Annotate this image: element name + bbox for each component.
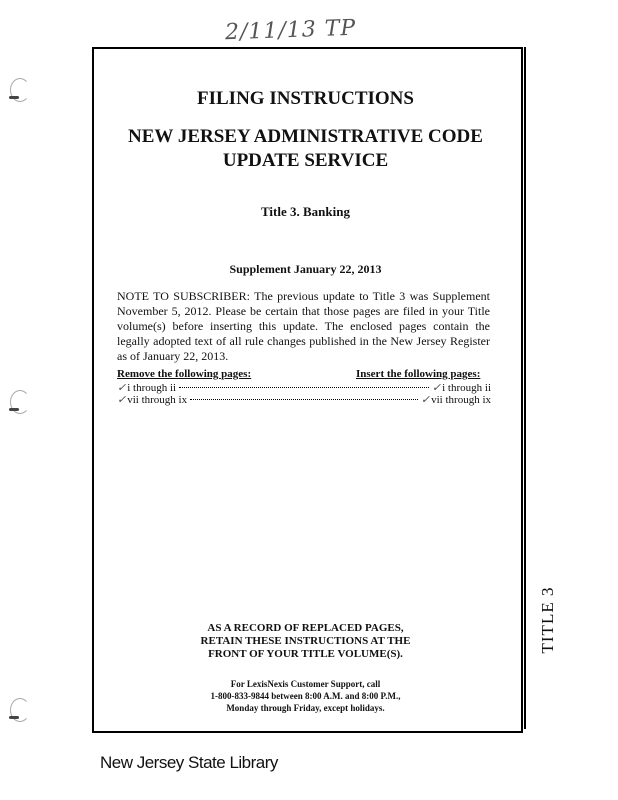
dot-leader xyxy=(190,399,418,400)
record-line: RETAIN THESE INSTRUCTIONS AT THE xyxy=(200,635,411,647)
remove-pages: vii through ix xyxy=(127,394,188,406)
remove-pages: i through ii xyxy=(127,382,177,394)
title-tab-label: TITLE 3 xyxy=(538,586,557,654)
insert-header: Insert the following pages: xyxy=(356,368,481,380)
check-icon: ✓ xyxy=(117,382,127,394)
record-line: AS A RECORD OF REPLACED PAGES, xyxy=(207,622,404,634)
record-line: FRONT OF YOUR TITLE VOLUME(S). xyxy=(208,648,403,660)
tab-divider xyxy=(524,47,526,729)
subject-heading: Title 3. Banking xyxy=(261,204,350,219)
support-line: For LexisNexis Customer Support, call xyxy=(230,679,381,689)
page-subtitle xyxy=(92,125,519,173)
punch-hole xyxy=(10,698,30,722)
dot-leader xyxy=(179,387,429,388)
handwritten-date: 2/11/13 TP xyxy=(224,15,357,46)
subtitle-line: NEW JERSEY ADMINISTRATIVE CODE xyxy=(128,126,483,147)
page-row xyxy=(117,393,491,406)
record-notice xyxy=(92,622,519,661)
check-icon: ✓ xyxy=(431,382,442,394)
insert-pages: vii through ix xyxy=(431,394,491,406)
support-line: Monday through Friday, except holidays. xyxy=(226,703,385,713)
support-line: 1-800-833-9844 between 8:00 A.M. and 8:00 P.M., xyxy=(210,691,401,701)
subscriber-note: NOTE TO SUBSCRIBER: The previous update to Title 3 was Supplement November 5, 2012. Please be certain that those pages are filed in your Title volume(s) before inserting this update. The enclosed pages contain the legally adopted text of all rule changes published in the New Jersey Register as of January 22, 2013. xyxy=(117,289,490,363)
insert-pages: i through ii xyxy=(442,382,491,394)
punch-hole xyxy=(10,78,30,102)
check-icon: ✓ xyxy=(420,394,431,406)
library-stamp: New Jersey State Library xyxy=(100,753,278,772)
remove-header: Remove the following pages: xyxy=(117,368,252,380)
support-info xyxy=(92,678,519,714)
page-title: FILING INSTRUCTIONS xyxy=(197,88,414,109)
supplement-date: Supplement January 22, 2013 xyxy=(229,262,382,276)
subtitle-line: UPDATE SERVICE xyxy=(222,150,389,171)
punch-hole xyxy=(10,390,30,414)
check-icon: ✓ xyxy=(117,394,127,406)
